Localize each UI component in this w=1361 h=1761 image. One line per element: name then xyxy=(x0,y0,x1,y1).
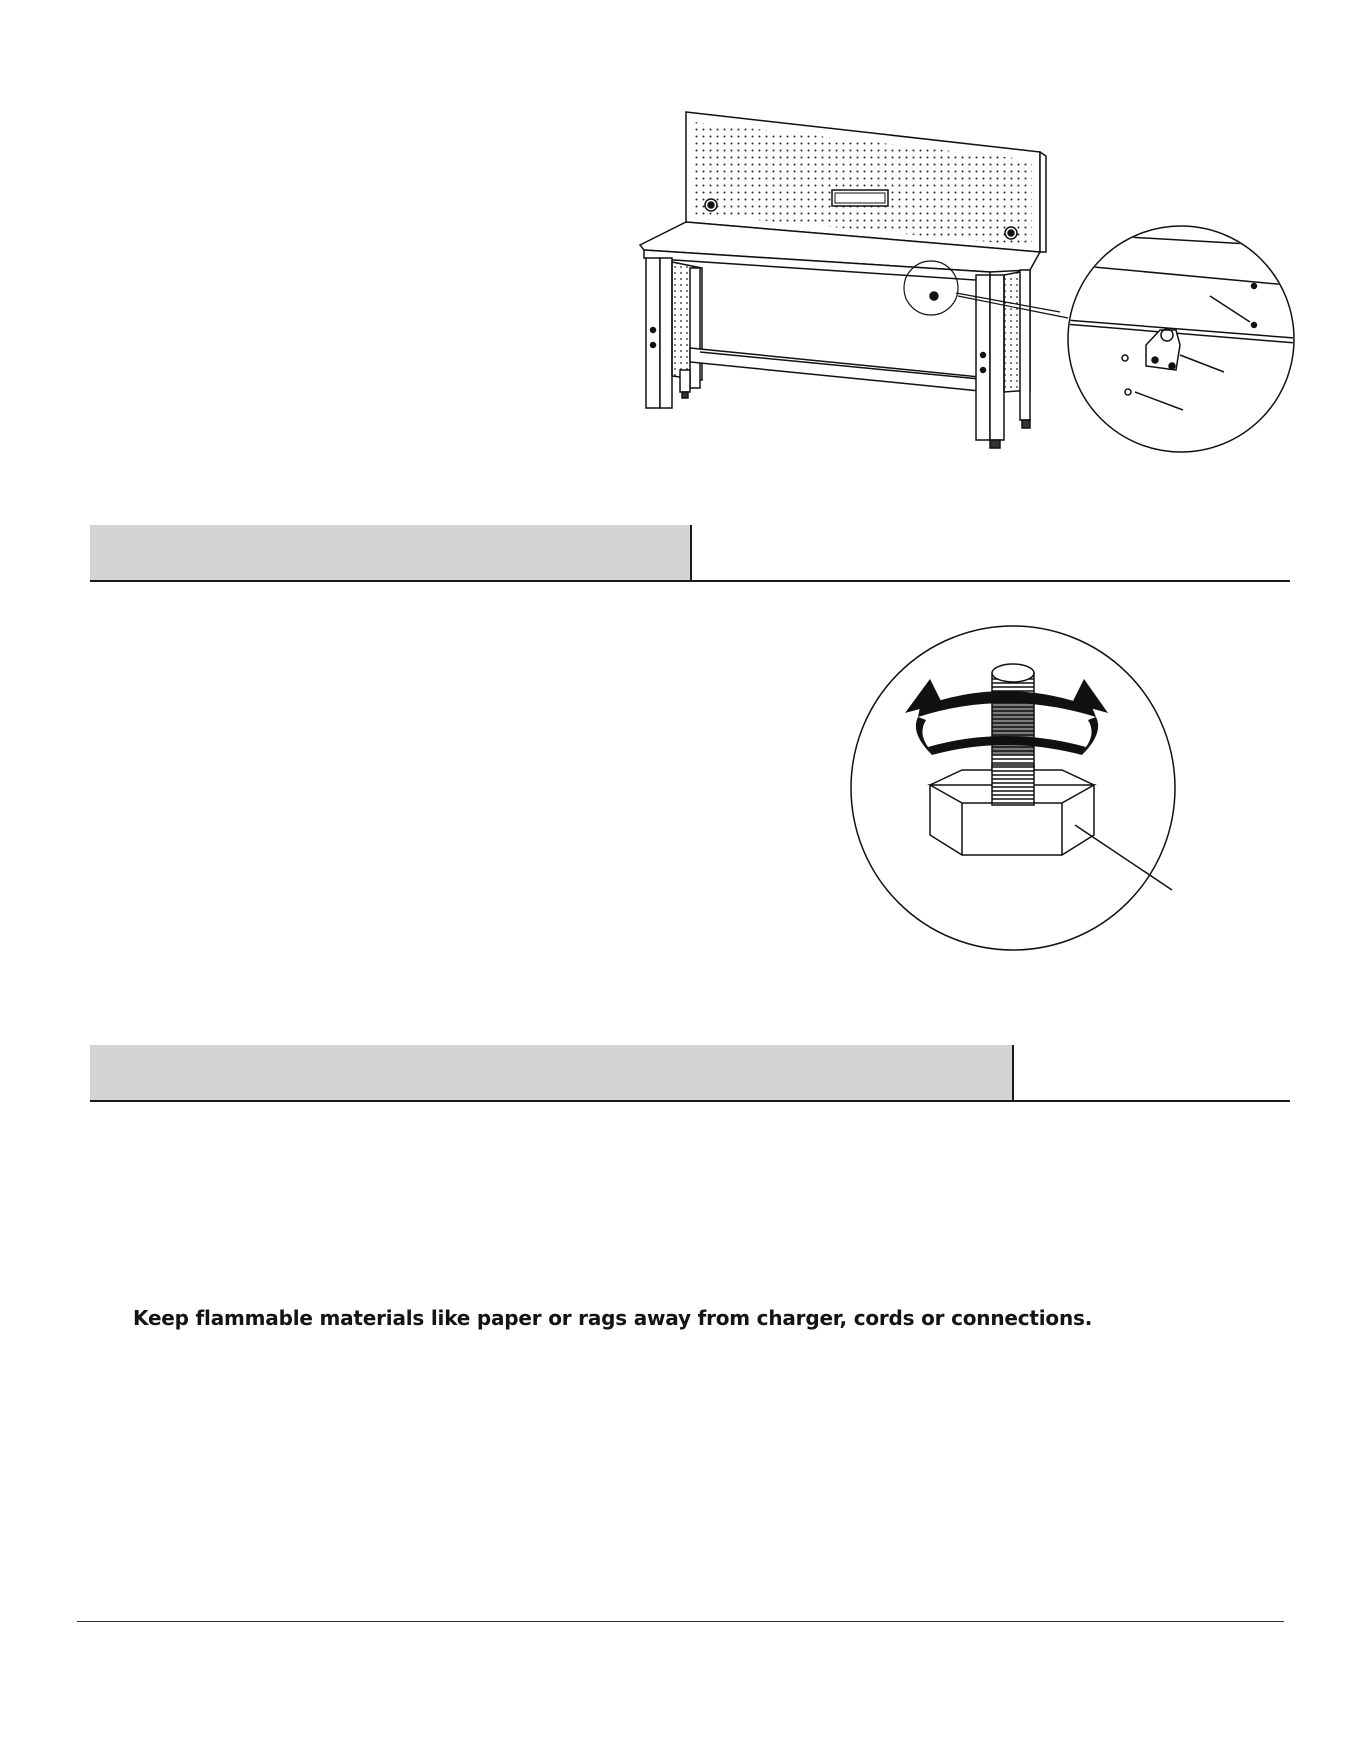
section-header-bar-2 xyxy=(90,1045,1290,1100)
footer-rule xyxy=(77,1621,1284,1622)
bench-frame xyxy=(646,258,1030,448)
section-header-rule xyxy=(90,580,1290,582)
section-header-shade xyxy=(90,1045,1012,1100)
bottle-opener-detail xyxy=(1040,226,1320,452)
workbench-illustration xyxy=(0,0,1361,470)
leveling-foot-illustration xyxy=(850,625,1210,965)
section-header-divider xyxy=(1012,1045,1014,1102)
section-header-divider xyxy=(690,525,692,582)
section-header-rule xyxy=(90,1100,1290,1102)
safety-warning-text: Keep flammable materials like paper or rags away from charger, cords or connections. xyxy=(133,1306,1093,1330)
section-header-shade xyxy=(90,525,690,580)
section-header-bar-1 xyxy=(90,525,1290,580)
